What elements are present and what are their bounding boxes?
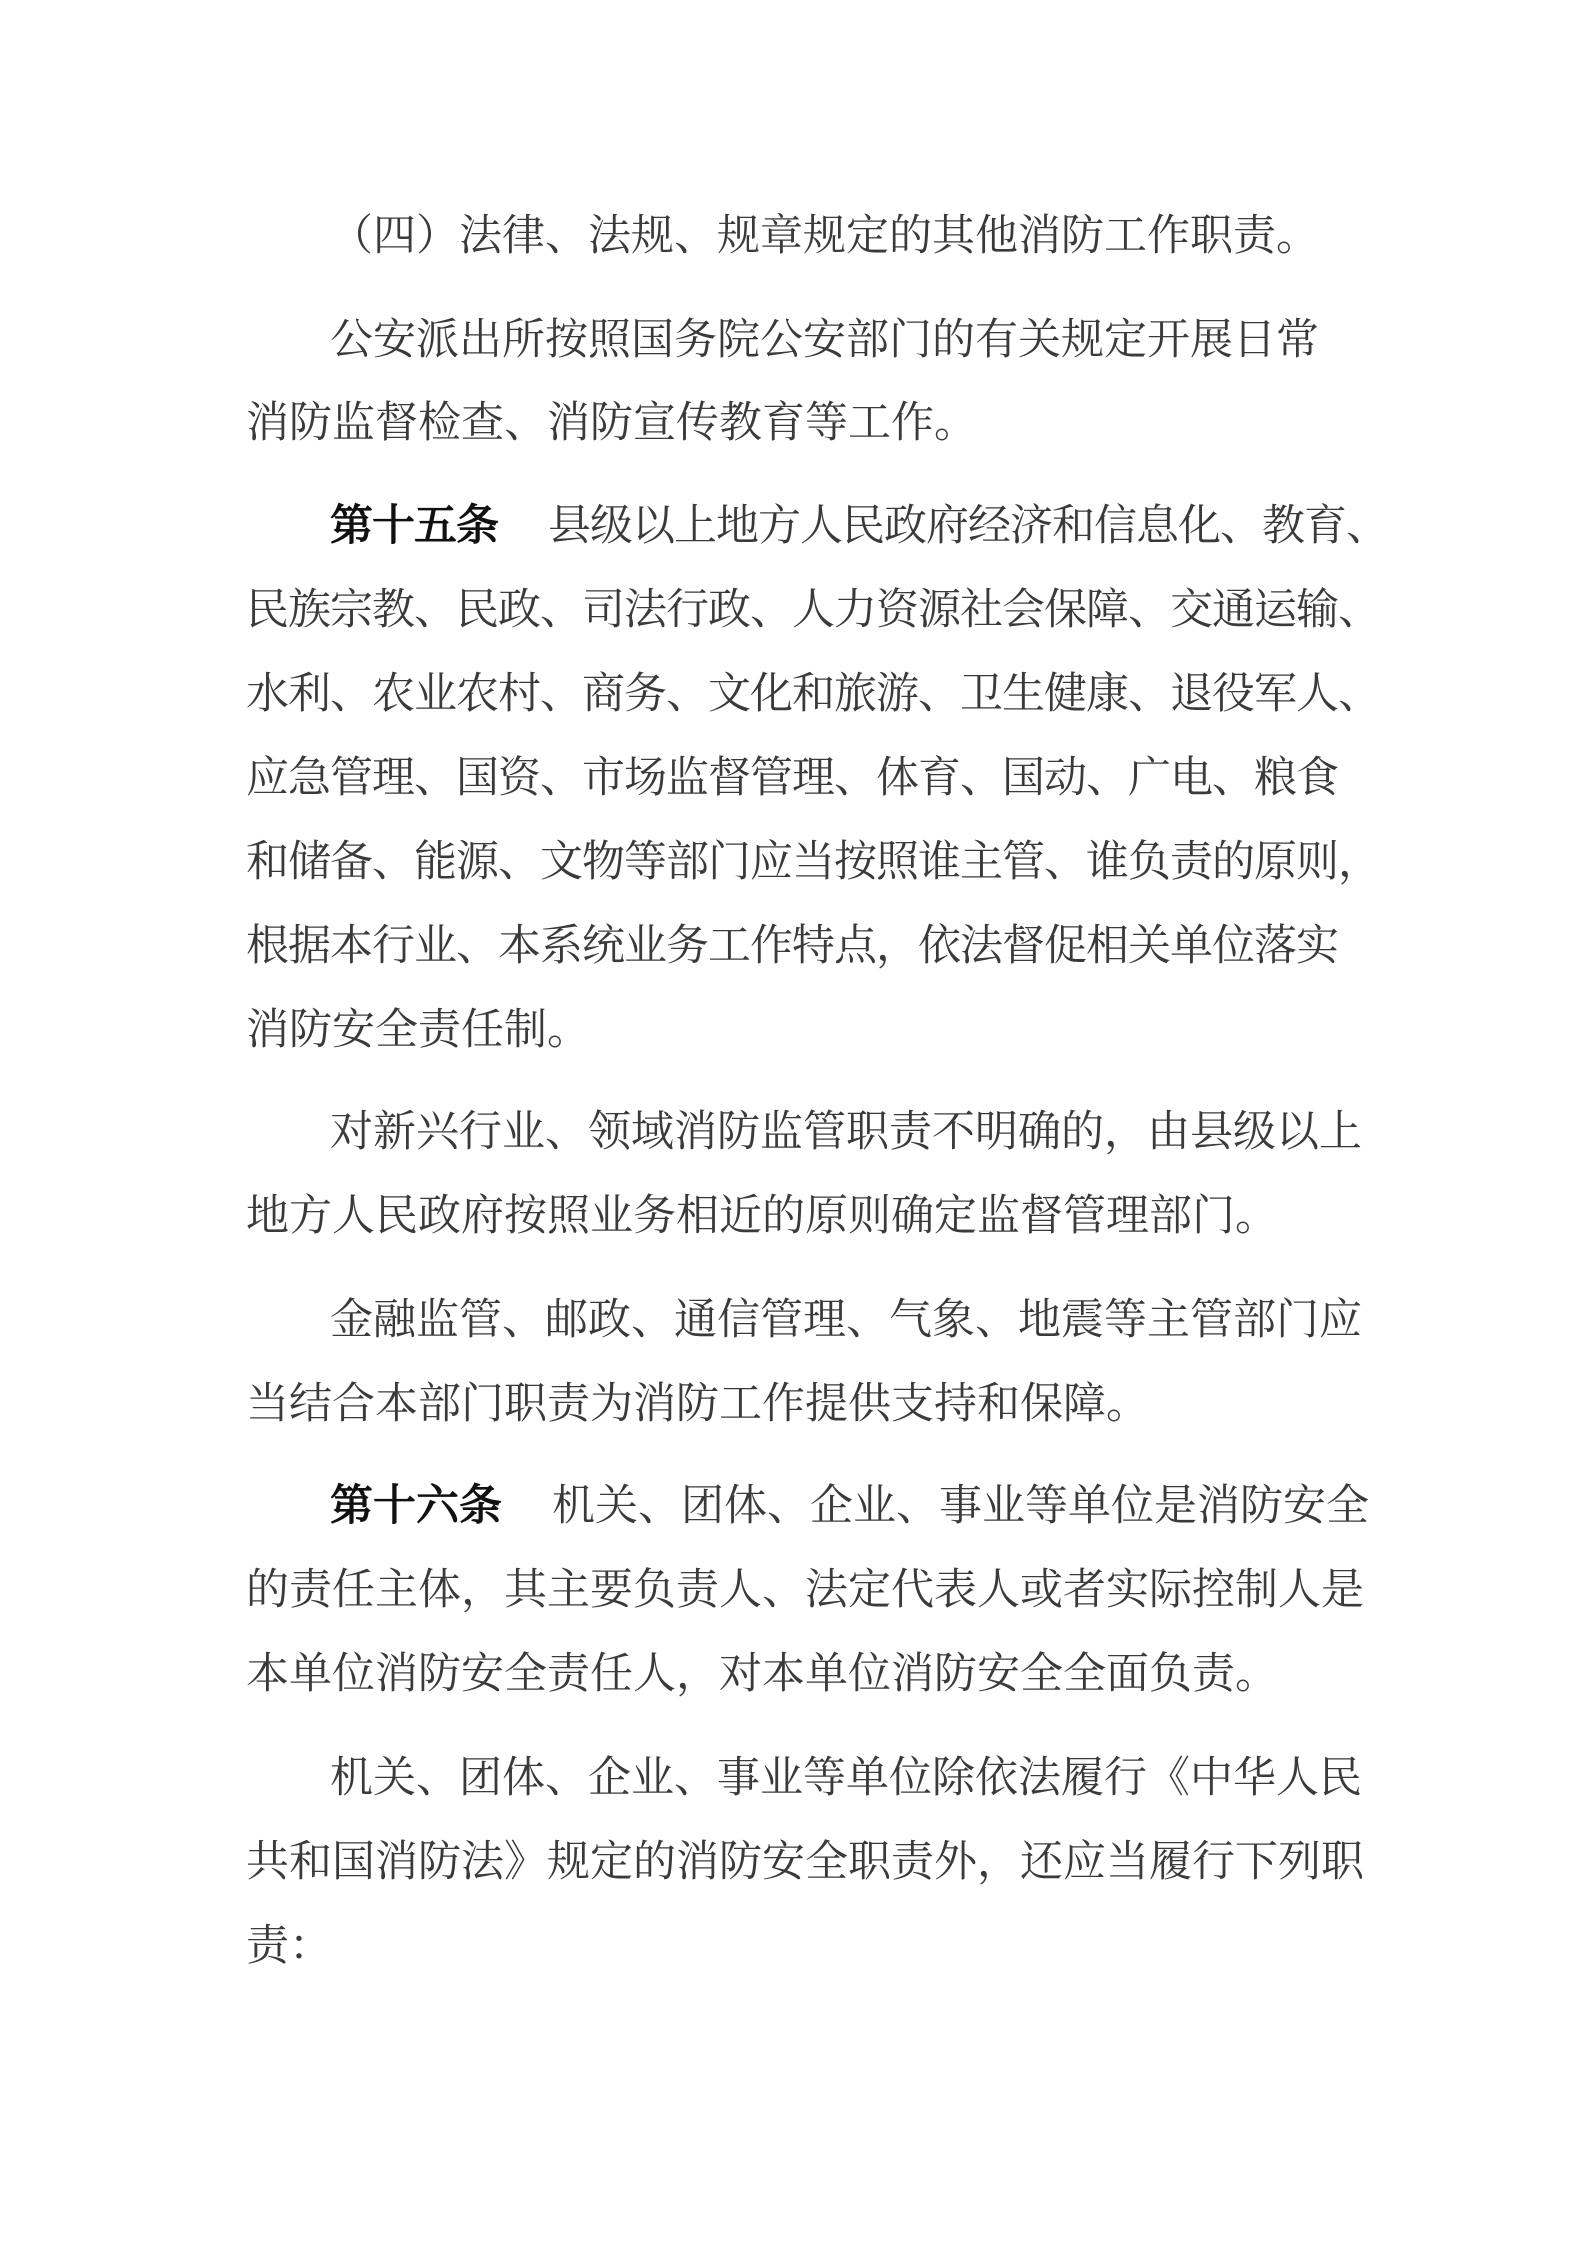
paragraph-line: 本单位消防安全责任人，对本单位消防安全全面负责。 xyxy=(246,1649,1278,1699)
paragraph-line: 当结合本部门职责为消防工作提供支持和保障。 xyxy=(246,1379,1149,1429)
paragraph-line: 机关、团体、企业、事业等单位除依法履行《中华人民 xyxy=(330,1753,1362,1803)
paragraph-line: 地方人民政府按照业务相近的原则确定监督管理部门。 xyxy=(246,1191,1278,1241)
paragraph-line: 消防安全责任制。 xyxy=(246,1005,590,1055)
paragraph-line: （四）法律、法规、规章规定的其他消防工作职责。 xyxy=(330,211,1319,261)
article-label: 第十六条 xyxy=(330,1481,502,1531)
paragraph-line: 责： xyxy=(246,1921,332,1971)
paragraph-line: 民族宗教、民政、司法行政、人力资源社会保障、交通运输、 xyxy=(246,585,1380,635)
paragraph-line: 共和国消防法》规定的消防安全职责外，还应当履行下列职 xyxy=(246,1837,1364,1887)
paragraph-line: 的责任主体，其主要负责人、法定代表人或者实际控制人是 xyxy=(246,1565,1364,1615)
article-label: 第十五条 xyxy=(330,501,498,551)
article-15-first-line: 第十五条 县级以上地方人民政府经济和信息化、教育、 xyxy=(330,501,1388,551)
paragraph-line: 应急管理、国资、市场监督管理、体育、国动、广电、粮食 xyxy=(246,753,1338,803)
paragraph-line: 水利、农业农村、商务、文化和旅游、卫生健康、退役军人、 xyxy=(246,669,1380,719)
article-16-first-line: 第十六条 机关、团体、企业、事业等单位是消防安全 xyxy=(330,1481,1369,1531)
paragraph-line: 根据本行业、本系统业务工作特点，依法督促相关单位落实 xyxy=(246,921,1338,971)
paragraph-line: 消防监督检查、消防宣传教育等工作。 xyxy=(246,398,977,448)
paragraph-line: 金融监管、邮政、通信管理、气象、地震等主管部门应 xyxy=(330,1295,1362,1345)
paragraph-line: 公安派出所按照国务院公安部门的有关规定开展日常 xyxy=(330,315,1319,365)
paragraph-line: 和储备、能源、文物等部门应当按照谁主管、谁负责的原则， xyxy=(246,837,1380,887)
paragraph-line: 对新兴行业、领域消防监管职责不明确的，由县级以上 xyxy=(330,1107,1362,1157)
